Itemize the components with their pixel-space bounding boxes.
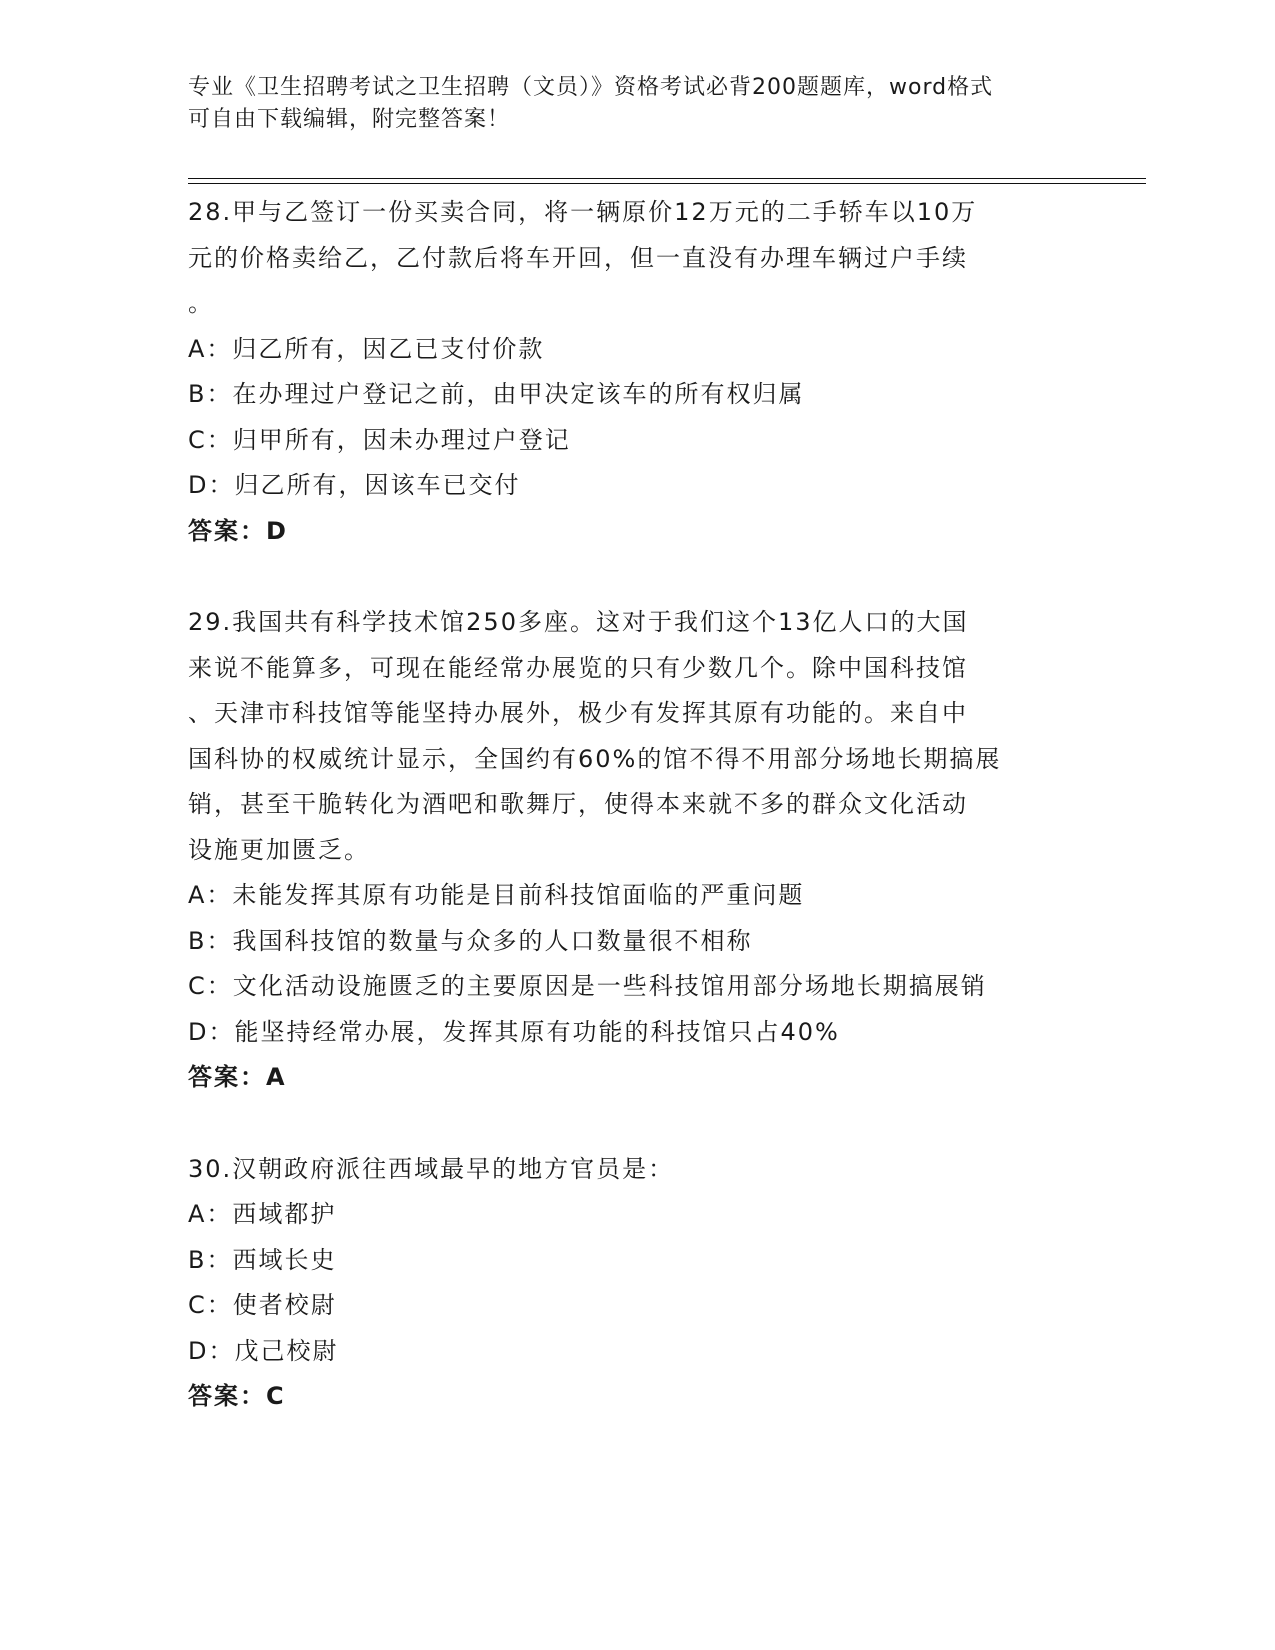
question-28 (188, 190, 1088, 554)
stem-line: 来说不能算多，可现在能经常办展览的只有少数几个。除中国科技馆 (188, 653, 968, 682)
option-b: B：在办理过户登记之前，由甲决定该车的所有权归属 (188, 380, 805, 408)
question-29 (188, 600, 1088, 1101)
option-a: A：未能发挥其原有功能是目前科技馆面临的严重问题 (188, 881, 805, 909)
question-spacer (188, 554, 1088, 600)
stem-line: 29.我国共有科学技术馆250多座。这对于我们这个13亿人口的大国 (188, 608, 969, 636)
answer-label: 答案：C (188, 1382, 286, 1410)
question-30 (188, 1147, 1088, 1420)
option-b: B：西域长史 (188, 1245, 337, 1274)
stem-line: 28.甲与乙签订一份买卖合同，将一辆原价12万元的二手轿车以10万 (188, 198, 978, 226)
question-stem (188, 190, 1088, 327)
stem-line: 元的价格卖给乙，乙付款后将车开回，但一直没有办理车辆过户手续 (188, 243, 968, 272)
stem-line: 国科协的权威统计显示，全国约有60%的馆不得不用部分场地长期搞展 (188, 744, 1002, 773)
header-line-2: 可自由下载编辑，附完整答案！ (188, 107, 511, 132)
header-divider-top (188, 178, 1146, 179)
option-d: D：戊己校尉 (188, 1336, 339, 1365)
header-line-1: 专业《卫生招聘考试之卫生招聘（文员）》资格考试必背200题题库，word格式 (188, 75, 994, 100)
question-stem (188, 1147, 1088, 1193)
stem-line: 。 (188, 289, 214, 317)
answer-label: 答案：D (188, 516, 288, 545)
stem-line: 30.汉朝政府派往西域最早的地方官员是： (188, 1154, 675, 1183)
option-d: D：归乙所有，因该车已交付 (188, 471, 521, 499)
option-a: A：西域都护 (188, 1200, 337, 1228)
header-divider-bottom (188, 183, 1146, 184)
option-d: D：能坚持经常办展，发挥其原有功能的科技馆只占40% (188, 1017, 840, 1046)
option-b: B：我国科技馆的数量与众多的人口数量很不相称 (188, 926, 753, 955)
question-stem (188, 600, 1088, 873)
option-c: C：归甲所有，因未办理过户登记 (188, 425, 571, 454)
option-c: C：使者校尉 (188, 1291, 337, 1319)
question-list (188, 190, 1088, 1420)
stem-line: 设施更加匮乏。 (188, 835, 370, 864)
answer-label: 答案：A (188, 1063, 287, 1091)
stem-line: 、天津市科技馆等能坚持办展外，极少有发挥其原有功能的。来自中 (188, 699, 968, 727)
option-a: A：归乙所有，因乙已支付价款 (188, 334, 545, 363)
stem-line: 销，甚至干脆转化为酒吧和歌舞厅，使得本来就不多的群众文化活动 (188, 790, 968, 818)
question-spacer (188, 1101, 1088, 1147)
option-c: C：文化活动设施匮乏的主要原因是一些科技馆用部分场地长期搞展销 (188, 972, 987, 1000)
document-header (188, 72, 1088, 136)
